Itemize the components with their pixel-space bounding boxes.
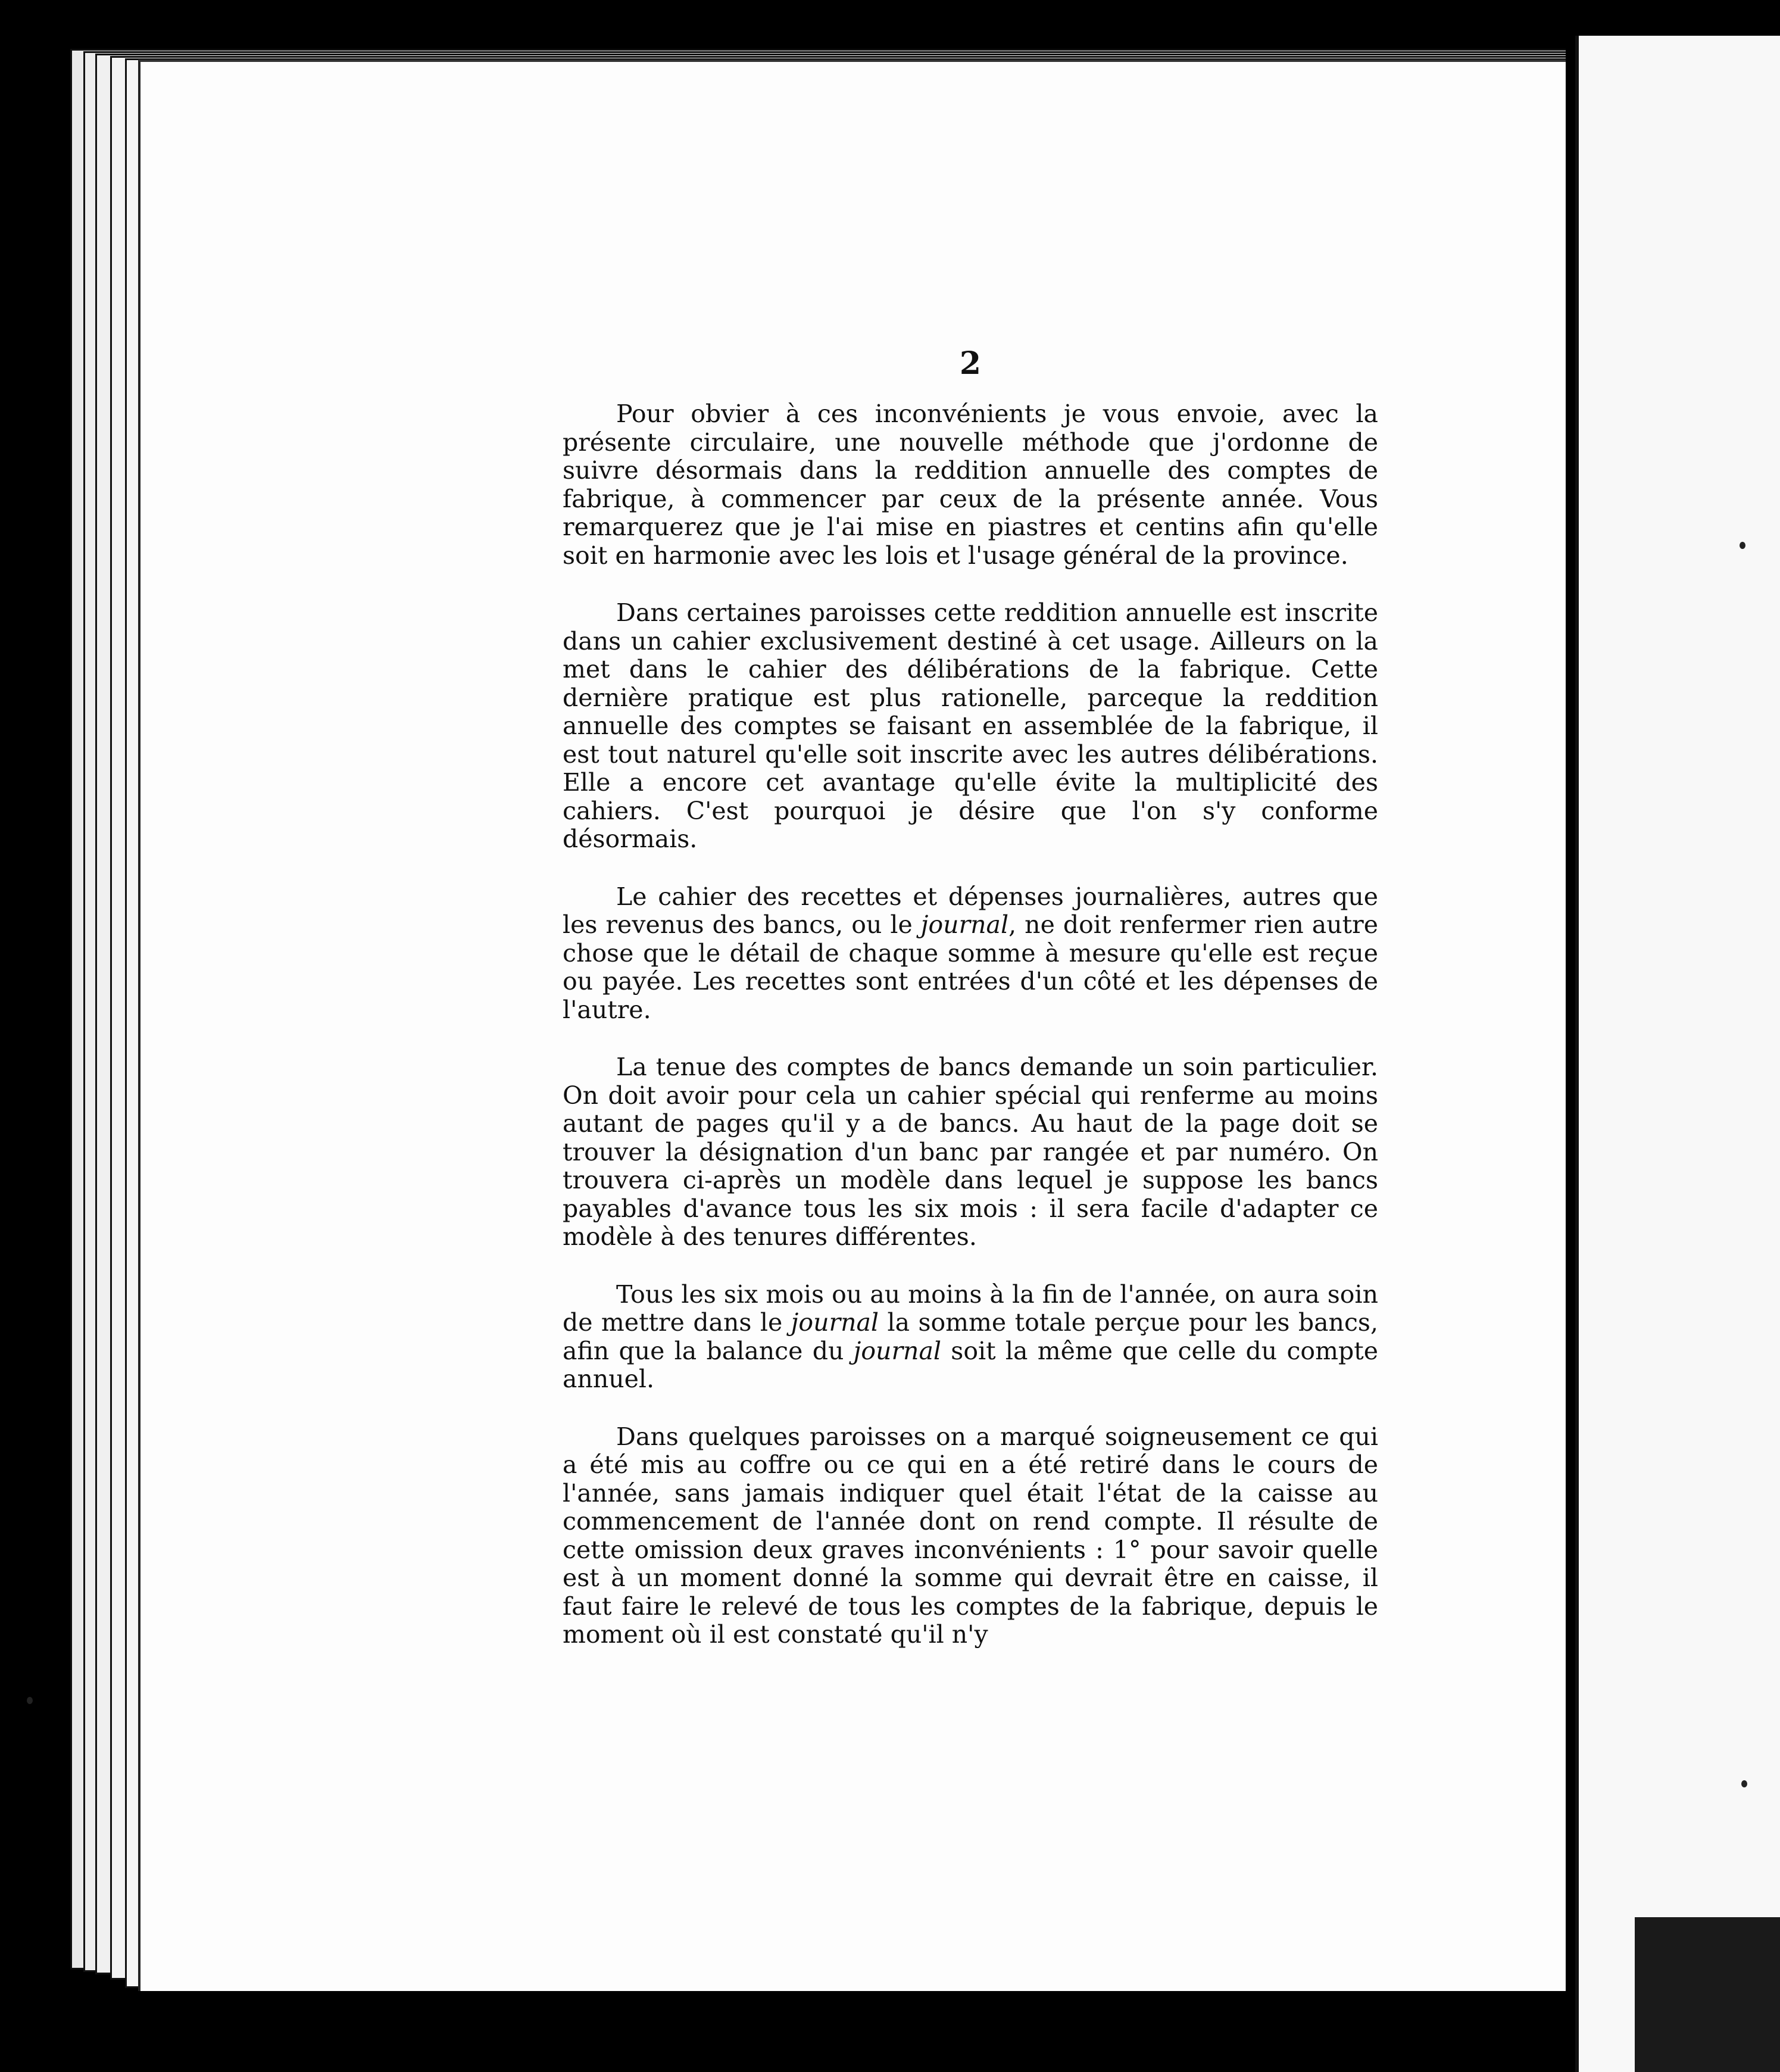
paragraph	[563, 1281, 1378, 1394]
paragraph-text: soit la même que celle du compte annuel.	[563, 1336, 1378, 1393]
paragraph: Pour obvier à ces inconvénients je vous envoie, avec la présente circulaire, une nouvelle méthode que j'ordonne de suivre désormais dans la reddition annuelle des comptes de fabrique, à commencer par ceux de la présente année. Vous remarquerez que je l'ai mise en piastres et centins afin qu'elle soit en harmonie avec les lois et l'usage général de la province.	[563, 400, 1378, 570]
paragraph: La tenue des comptes de bancs demande un soin particulier. On doit avoir pour cela un cahier spécial qui renferme au moins autant de pages qu'il y a de bancs. Au haut de la page doit se trouver la désignation d'un banc par rangée et par numéro. On trouvera ci-après un modèle dans lequel je suppose les bancs payables d'avance tous les six mois : il sera facile d'adapter ce modèle à des tenures différentes.	[563, 1053, 1378, 1251]
italic-term: journal	[853, 1336, 942, 1365]
facing-page	[1575, 36, 1780, 2072]
body-text	[563, 400, 1378, 1649]
page-number: 2	[959, 345, 982, 382]
italic-term: journal	[791, 1308, 879, 1337]
paragraph	[563, 883, 1378, 1025]
paragraph-text: Tous les six mois ou au moins à la fin de l'année, on aura soin de mettre dans le	[563, 1280, 1378, 1337]
italic-term: journal	[920, 910, 1009, 939]
facing-page-shadow	[1635, 1917, 1780, 2072]
paragraph-text: , ne doit renfermer rien autre chose que le détail de chaque somme à mesure qu'elle est reçue ou payée. Les recettes sont entrées d'un côté et les dépenses de l'autre.	[563, 910, 1378, 1024]
paragraph-text: la somme totale perçue pour les bancs, afin que la balance du	[563, 1308, 1378, 1365]
paragraph-text: Le cahier des recettes et dépenses journalières, autres que les revenus des bancs, ou le	[563, 882, 1378, 939]
paragraph: Dans certaines paroisses cette reddition annuelle est inscrite dans un cahier exclusivement destiné à cet usage. Ailleurs on la met dans le cahier des délibérations de la fabrique. Cette dernière pratique est plus rationelle, parceque la reddition annuelle des comptes se faisant en assemblée de la fabrique, il est tout naturel qu'elle soit inscrite avec les autres délibérations. Elle a encore cet avantage qu'elle évite la multiplicité des cahiers. C'est pourquoi je désire que l'on s'y conforme désormais.	[563, 598, 1378, 853]
book-gutter	[1566, 24, 1575, 2072]
paragraph: Dans quelques paroisses on a marqué soigneusement ce qui a été mis au coffre ou ce qui en a été retiré dans le cours de l'année, sans jamais indiquer quel était l'état de la caisse au commencement de l'année dont on rend compte. Il résulte de cette omission deux graves inconvénients : 1° pour savoir quelle est à un moment donné la somme qui devrait être en caisse, il faut faire le relevé de tous les comptes de la fabrique, depuis le moment où il est constaté qu'il n'y	[563, 1422, 1378, 1649]
scan-speck	[1741, 1780, 1747, 1787]
scan-speck	[27, 1697, 33, 1704]
scan-speck	[1740, 542, 1745, 549]
